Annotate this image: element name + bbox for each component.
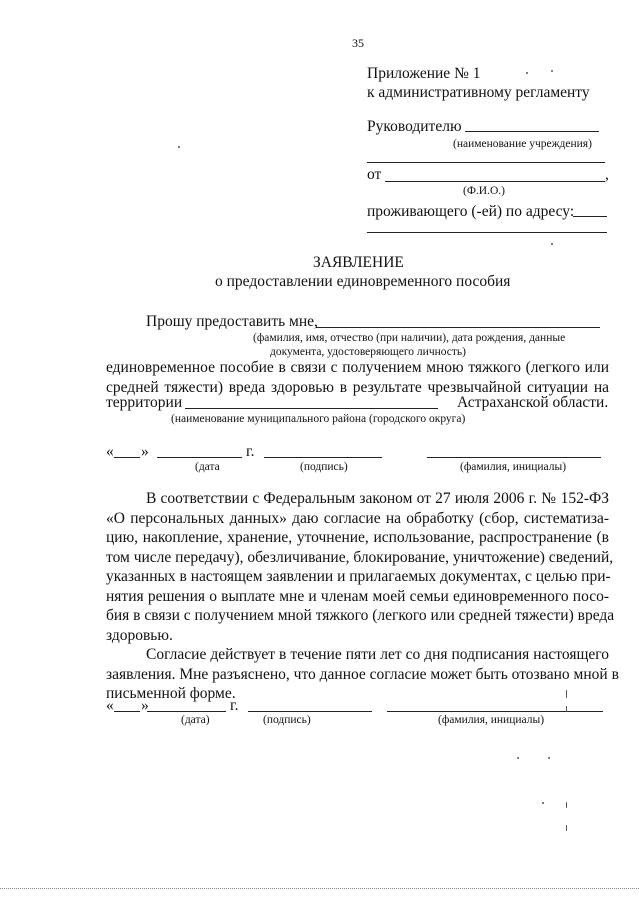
consent-line-3: цию, накопление, хранение, уточнение, использование, распространение (в: [106, 529, 609, 546]
scan-speck: [542, 802, 544, 804]
appendix-subtitle: к административному регламенту: [367, 84, 590, 101]
document-title: ЗАЯВЛЕНИЕ: [313, 254, 404, 271]
year2-suffix: г.: [230, 697, 239, 714]
request-body: [106, 358, 609, 397]
fio-caption: (Ф.И.О.): [463, 185, 505, 197]
consent-line-2: «О персональных данных» даю согласие на обработку (сбор, систематиза-: [106, 509, 609, 527]
head-label: Руководителю: [367, 118, 462, 135]
date-quote-close: »: [141, 443, 149, 460]
region-suffix: Астраханской области.: [457, 394, 609, 411]
address-continuation-line: [367, 232, 607, 233]
date-caption: (дата: [195, 461, 220, 473]
month-year-input-line: [157, 457, 242, 458]
consent-line-1: В соответствии с Федеральным законом от 27 июля 2006 г. № 152-ФЗ: [146, 490, 609, 507]
scan-speck: [566, 706, 567, 712]
institution-input-line: [465, 131, 599, 132]
appendix-title: Приложение № 1: [367, 65, 481, 82]
validity-line-1: Согласие действует в течение пяти лет со дня подписания настоящего: [146, 646, 609, 663]
name-caption: (фамилия, инициалы): [460, 461, 567, 473]
name-input-line: [427, 457, 601, 458]
from-label: от: [367, 166, 382, 183]
scan-speck: [566, 802, 567, 808]
scan-speck: [526, 72, 528, 74]
residing-label: проживающего (-ей) по адресу:: [367, 203, 575, 220]
region-caption: (наименование муниципального района (городского округа): [171, 413, 466, 425]
scan-speck: [178, 146, 180, 148]
validity-line-3: письменной форме.: [106, 685, 236, 702]
page-number: 35: [352, 36, 364, 50]
scan-speck: [517, 757, 519, 759]
from-input-line: [385, 181, 605, 182]
scan-speck: [548, 757, 550, 759]
sign-caption: (подпись): [300, 461, 348, 473]
territory-label: территории: [106, 394, 183, 411]
date2-caption: (дата): [181, 714, 210, 726]
scan-edge: [0, 888, 639, 893]
date2-quote-open: «: [106, 697, 114, 714]
consent-line-4: том числе передачу), обезличивание, блокирование, уничтожение) сведений,: [106, 548, 614, 566]
request-prefix: Прошу предоставить мне,: [146, 313, 318, 330]
consent-line-6: нятия решения о выплате мне и членам моей семьи единовременного посо-: [106, 587, 609, 605]
scan-speck: [551, 70, 553, 72]
institution-continuation-line: [367, 162, 605, 163]
applicant-input-line: [316, 327, 600, 328]
document-subtitle: о предоставлении единовременного пособия: [215, 273, 511, 290]
request-line-1: единовременное пособие в связи с получением мною тяжкого (легкого или: [106, 359, 609, 376]
name2-caption: (фамилия, инициалы): [438, 714, 545, 726]
applicant-caption-2: документа, удостоверяющего личность): [270, 346, 467, 358]
scan-speck: [551, 243, 553, 245]
address-input-line: [573, 216, 607, 217]
month-year2-input-line: [147, 711, 226, 712]
consent-paragraph: [106, 489, 619, 704]
validity-line-2: заявления. Мне разъяснено, что данное согласие может быть отозвано мной в: [106, 665, 619, 683]
scan-speck: [566, 690, 567, 698]
territory-input-line: [185, 408, 438, 409]
institution-caption: (наименование учреждения): [453, 138, 592, 150]
signature-input-line: [264, 457, 382, 458]
year-suffix: г.: [246, 443, 255, 460]
sign2-caption: (подпись): [263, 714, 311, 726]
date-quote-open: «: [106, 443, 114, 460]
name2-input-line: [387, 711, 603, 712]
from-comma: ,: [605, 166, 609, 183]
request-line-2: средней тяжести) вреда здоровью в результате чрезвычайной ситуации на: [106, 378, 609, 396]
signature2-input-line: [248, 711, 372, 712]
day-input-line: [114, 457, 140, 458]
day2-input-line: [114, 711, 140, 712]
consent-line-8: здоровью.: [106, 626, 173, 644]
scan-speck: [566, 825, 567, 831]
consent-line-5: указанных в настоящем заявлении и прилагаемых документах, с целью при-: [106, 568, 611, 585]
consent-line-7: бия в связи с получением мной тяжкого (легкого или средней тяжести) вреда: [106, 607, 615, 624]
applicant-caption-1: (фамилия, имя, отчество (при наличии), дата рождения, данные: [253, 332, 566, 344]
date2-quote-close: »: [141, 697, 149, 714]
